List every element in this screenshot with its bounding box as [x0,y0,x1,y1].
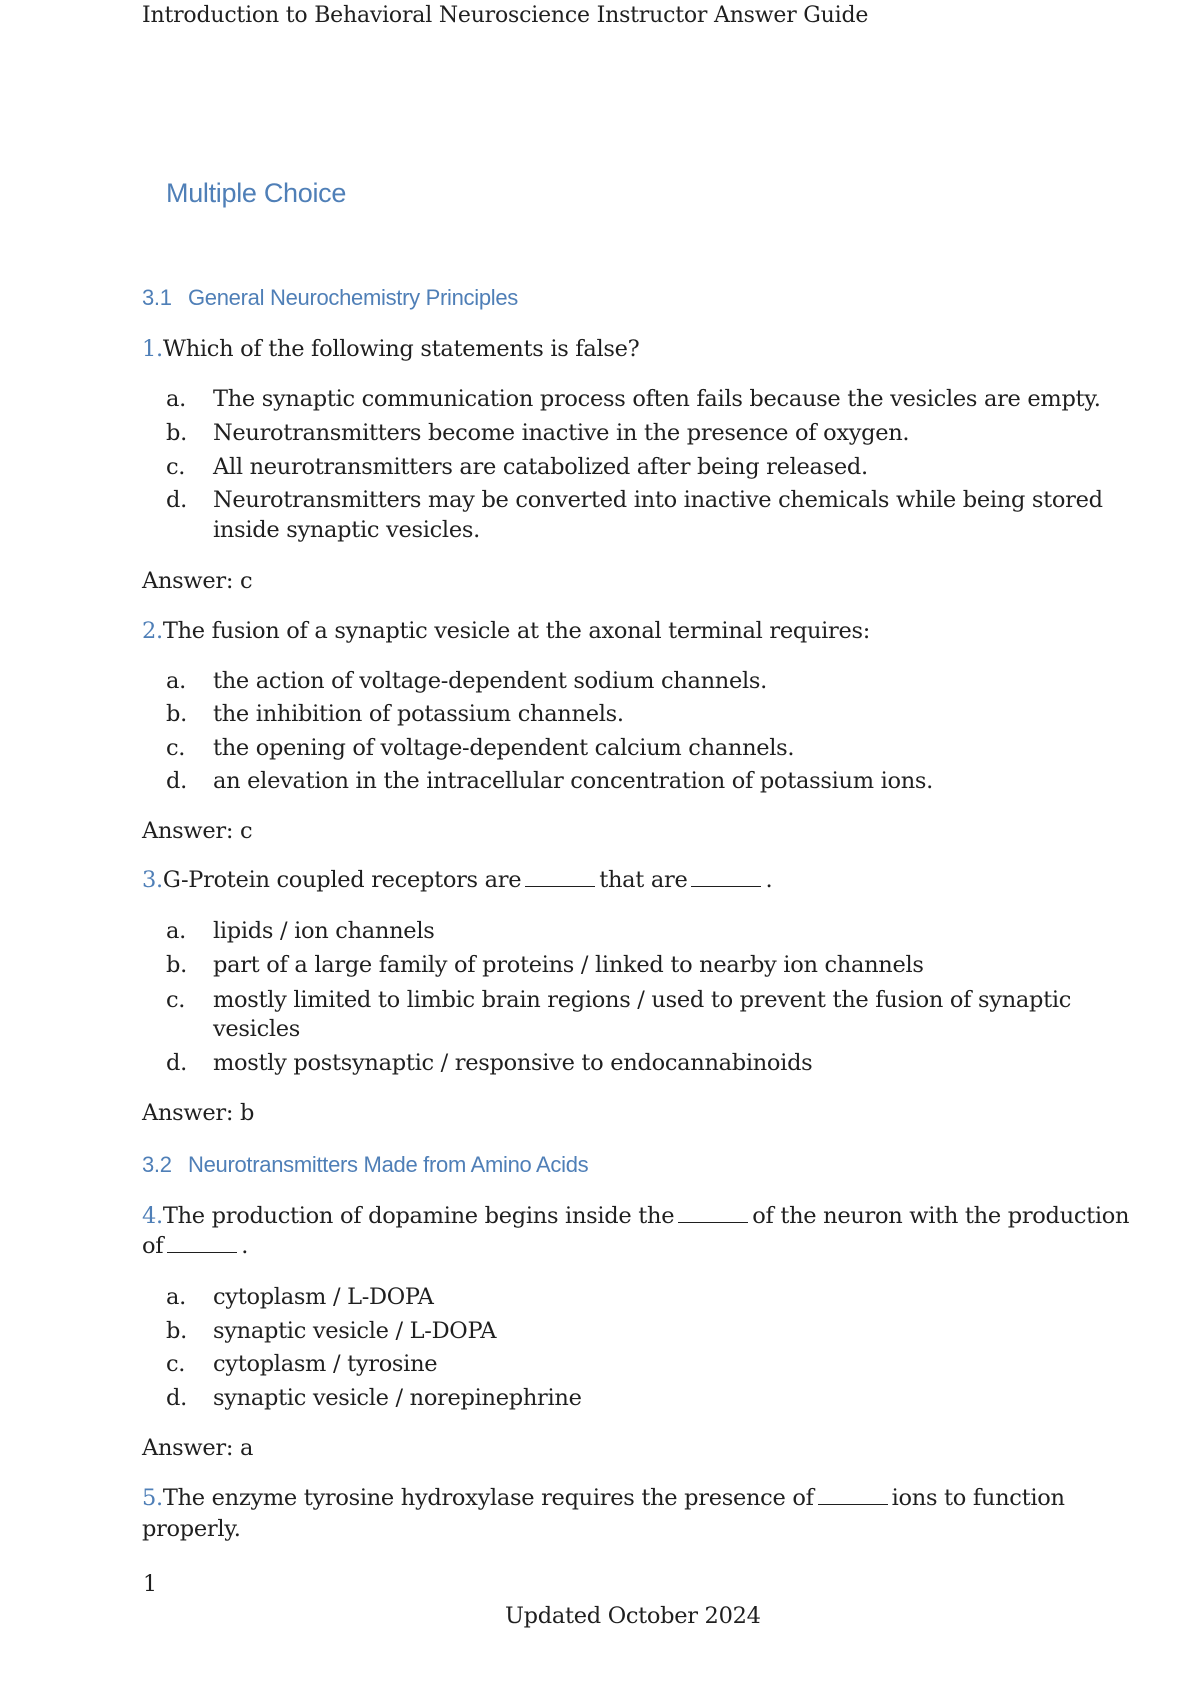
option-letter: b. [166,420,187,446]
question-text-part2: ions to function [891,1485,1065,1511]
fill-in-blank [167,1234,237,1253]
answer: Answer: c [142,568,253,594]
page-number: 1 [143,1572,157,1597]
option-letter: a. [166,386,186,412]
fill-in-blank [525,868,595,887]
option-letter: b. [166,952,187,978]
running-header: Introduction to Behavioral Neuroscience Instructor Answer Guide [142,3,869,28]
option-letter: c. [166,735,186,761]
question-5 [142,1485,1065,1511]
question-number: 2. [142,618,163,644]
question-text-part3: . [765,867,773,893]
question-5-line-2: properly. [142,1516,241,1542]
question-text-line2: of [142,1233,164,1259]
question-4 [142,1203,1129,1229]
question-text-part2: of the neuron with the production [752,1203,1130,1229]
fill-in-blank [818,1486,888,1505]
question-number: 1. [142,336,163,362]
question-text-part1: The production of dopamine begins inside the [162,1203,675,1229]
option-letter: a. [166,668,186,694]
option-text: Neurotransmitters become inactive in the presence of oxygen. [213,420,910,446]
question-number: 4. [142,1203,163,1229]
option-text: part of a large family of proteins / linked to nearby ion channels [213,952,924,978]
fill-in-blank [678,1204,748,1223]
option-text: lipids / ion channels [213,918,435,944]
option-text: an elevation in the intracellular concentration of potassium ions. [213,768,934,794]
section-heading: Multiple Choice [166,178,347,208]
option-text: the action of voltage-dependent sodium channels. [213,668,768,694]
option-letter: a. [166,918,186,944]
option-letter: c. [166,1351,186,1377]
subsection-number: 3.2 [142,1152,172,1177]
fill-in-blank [691,868,761,887]
option-letter: d. [166,768,187,794]
answer: Answer: a [142,1435,254,1461]
option-letter: b. [166,701,187,727]
footer-updated: Updated October 2024 [505,1603,761,1629]
option-letter: d. [166,1050,187,1076]
question-number: 3. [142,867,163,893]
question-2 [142,618,870,644]
option-text: synaptic vesicle / norepinephrine [213,1385,582,1411]
answer: Answer: b [142,1100,255,1126]
question-number: 5. [142,1485,163,1511]
question-text-part1: G-Protein coupled receptors are [162,867,522,893]
option-letter: d. [166,1385,187,1411]
option-text: the opening of voltage-dependent calcium channels. [213,735,795,761]
subsection-number: 3.1 [142,285,172,310]
option-letter: b. [166,1318,187,1344]
option-text: All neurotransmitters are catabolized after being released. [213,454,868,480]
option-text: cytoplasm / L-DOPA [213,1284,434,1310]
option-text: the inhibition of potassium channels. [213,701,624,727]
subsection-title: Neurotransmitters Made from Amino Acids [188,1152,589,1177]
option-text: Neurotransmitters may be converted into inactive chemicals while being stored [213,487,1103,513]
question-text-part2: that are [599,867,688,893]
question-3 [142,867,772,893]
option-text-continued: inside synaptic vesicles. [213,517,480,543]
option-text-continued: vesicles [213,1016,301,1042]
option-text: synaptic vesicle / L-DOPA [213,1318,497,1344]
option-letter: c. [166,454,186,480]
question-4-line-2 [142,1233,248,1259]
option-letter: c. [166,987,186,1013]
question-text: The fusion of a synaptic vesicle at the axonal terminal requires: [162,618,871,644]
subsection-heading-3-2 [142,1152,588,1178]
option-letter: d. [166,487,187,513]
option-text: cytoplasm / tyrosine [213,1351,438,1377]
option-letter: a. [166,1284,186,1310]
option-text: The synaptic communication process often fails because the vesicles are empty. [213,386,1101,412]
question-text-part1: The enzyme tyrosine hydroxylase requires the presence of [162,1485,814,1511]
option-text: mostly postsynaptic / responsive to endocannabinoids [213,1050,813,1076]
subsection-title: General Neurochemistry Principles [188,285,519,310]
answer: Answer: c [142,818,253,844]
option-text: mostly limited to limbic brain regions / used to prevent the fusion of synaptic [213,987,1072,1013]
question-1 [142,336,639,362]
subsection-heading-3-1 [142,285,518,311]
question-text-part3: . [241,1233,249,1259]
question-text: Which of the following statements is false? [162,336,640,362]
